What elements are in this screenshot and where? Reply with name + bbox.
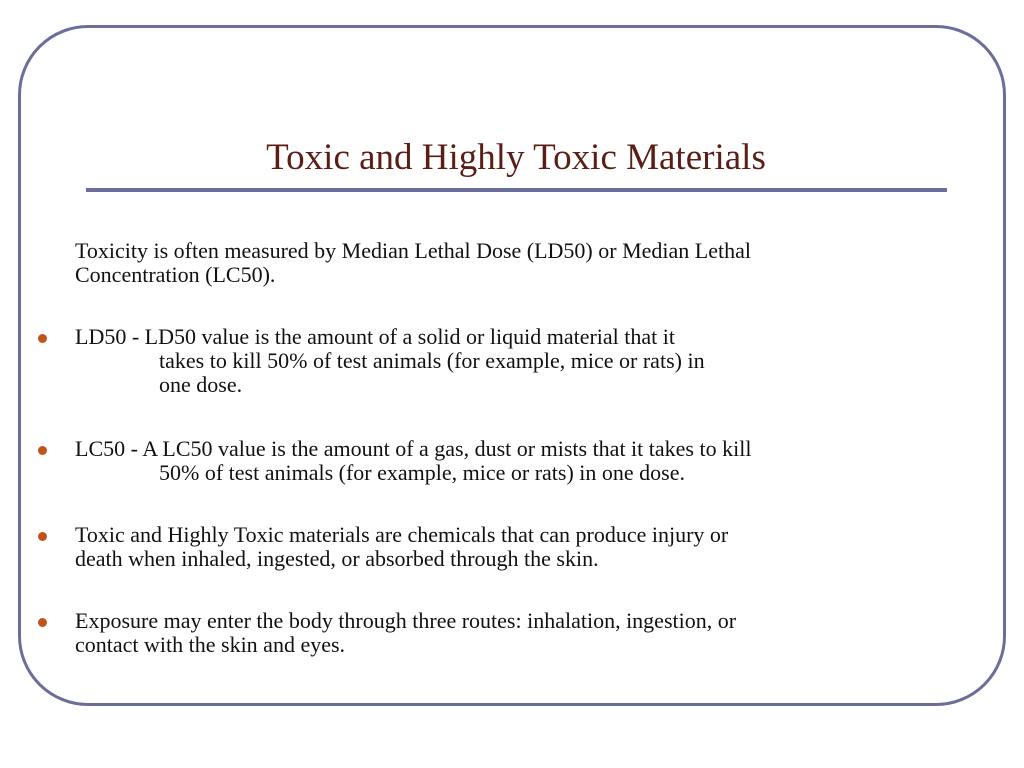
bullet-line: takes to kill 50% of test animals (for example, mice or rats) in xyxy=(159,348,705,373)
bullet-line: death when inhaled, ingested, or absorbed through the skin. xyxy=(75,546,599,571)
bullet-icon xyxy=(38,532,47,541)
bullet-item-exposure xyxy=(75,609,975,657)
bullet-line: Exposure may enter the body through three routes: inhalation, ingestion, or xyxy=(75,608,737,633)
bullet-line: LC50 - A LC50 value is the amount of a gas, dust or mists that it takes to kill xyxy=(75,436,752,461)
bullet-icon xyxy=(38,618,47,627)
bullet-line: Toxic and Highly Toxic materials are chemicals that can produce injury or xyxy=(75,522,729,547)
title-underline xyxy=(86,188,947,192)
bullet-icon xyxy=(38,446,47,455)
intro-line: Concentration (LC50). xyxy=(75,262,276,287)
bullet-item-toxic-materials xyxy=(75,523,975,571)
bullet-item-ld50 xyxy=(75,325,975,397)
intro-paragraph xyxy=(75,239,975,287)
slide-title: Toxic and Highly Toxic Materials xyxy=(266,137,766,178)
intro-line: Toxicity is often measured by Median Lethal Dose (LD50) or Median Lethal xyxy=(75,238,751,263)
bullet-item-lc50 xyxy=(75,437,975,485)
bullet-line: contact with the skin and eyes. xyxy=(75,632,346,657)
bullet-line: one dose. xyxy=(159,372,243,397)
bullet-line: 50% of test animals (for example, mice or rats) in one dose. xyxy=(159,460,686,485)
bullet-icon xyxy=(38,334,47,343)
bullet-line: LD50 - LD50 value is the amount of a solid or liquid material that it xyxy=(75,324,675,349)
